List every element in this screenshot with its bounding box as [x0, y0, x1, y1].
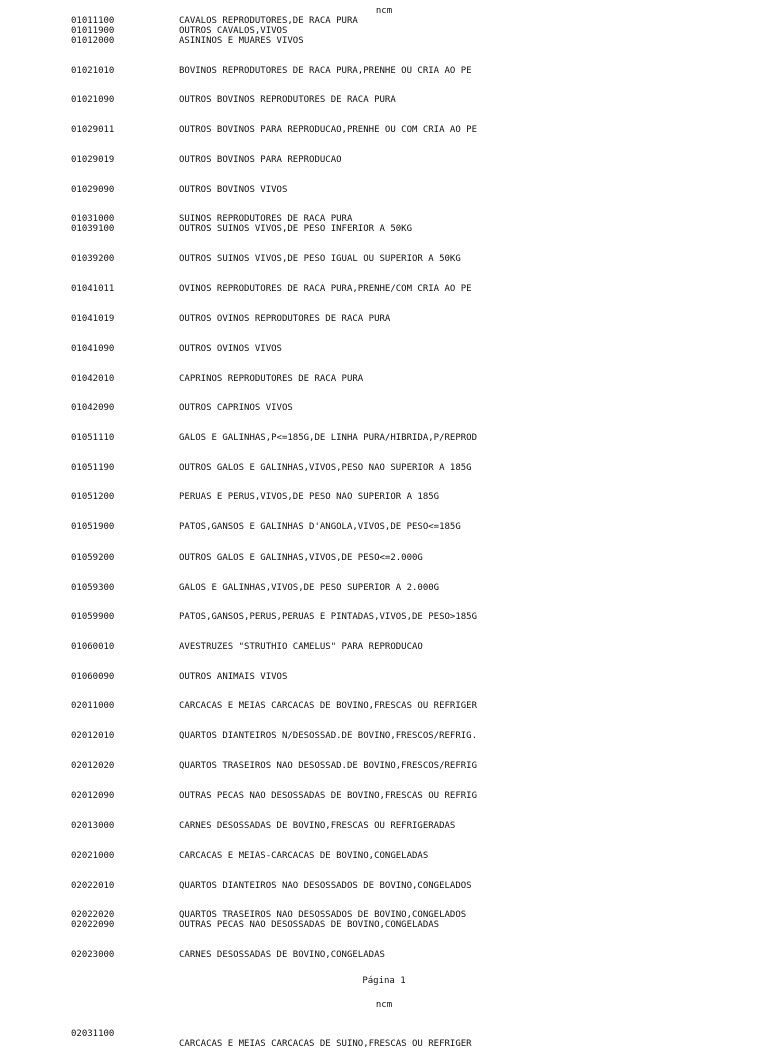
ncm-description: OUTROS ANIMAIS VIVOS: [179, 672, 288, 682]
ncm-description: CARCACAS E MEIAS-CARCACAS DE BOVINO,CONGELADAS: [179, 851, 429, 861]
ncm-description: OUTROS CAVALOS,VIVOS: [179, 26, 288, 36]
ncm-code: 01051900: [71, 522, 115, 532]
table-row: [0, 16, 768, 26]
table-row: [0, 463, 768, 473]
table-row: [0, 553, 768, 563]
table-row: [0, 910, 768, 920]
ncm-description: CAPRINOS REPRODUTORES DE RACA PURA: [179, 374, 364, 384]
ncm-description: OUTRAS PECAS NAO DESOSSADAS DE BOVINO,CONGELADAS: [179, 920, 440, 930]
table-row: [0, 433, 768, 443]
table-row: [0, 403, 768, 413]
ncm-code: 01021090: [71, 95, 115, 105]
ncm-code: 01060090: [71, 672, 115, 682]
table-row: [0, 185, 768, 195]
ncm-description: CARCACAS E MEIAS CARCACAS DE SUINO,FRESCAS OU REFRIGER: [179, 1039, 472, 1049]
ncm-code: 01031000: [71, 214, 115, 224]
ncm-description: SUINOS REPRODUTORES DE RACA PURA: [179, 214, 353, 224]
ncm-description: PATOS,GANSOS,PERUS,PERUAS E PINTADAS,VIVOS,DE PESO>185G: [179, 612, 478, 622]
ncm-description: BOVINOS REPRODUTORES DE RACA PURA,PRENHE OU CRIA AO PE: [179, 66, 472, 76]
ncm-description: OUTROS OVINOS VIVOS: [179, 344, 282, 354]
ncm-description: OUTROS OVINOS REPRODUTORES DE RACA PURA: [179, 314, 391, 324]
table-row: [0, 125, 768, 135]
ncm-code: 02012090: [71, 791, 115, 801]
ncm-code: 01060010: [71, 642, 115, 652]
ncm-code: 01029011: [71, 125, 115, 135]
ncm-description: CAVALOS REPRODUTORES,DE RACA PURA: [179, 16, 358, 26]
ncm-code: 01041019: [71, 314, 115, 324]
ncm-description: OUTROS CAPRINOS VIVOS: [179, 403, 293, 413]
page-header: ncm: [375, 6, 393, 16]
ncm-description: OUTROS SUINOS VIVOS,DE PESO IGUAL OU SUPERIOR A 50KG: [179, 254, 461, 264]
table-row: [0, 522, 768, 532]
ncm-code: 01059900: [71, 612, 115, 622]
ncm-description: QUARTOS TRASEIROS NAO DESOSSADOS DE BOVINO,CONGELADOS: [179, 910, 467, 920]
table-row: [0, 821, 768, 831]
ncm-code: 02022020: [71, 910, 115, 920]
ncm-code: 02011000: [71, 701, 115, 711]
ncm-code: 01042010: [71, 374, 115, 384]
ncm-description: CARNES DESOSSADAS DE BOVINO,CONGELADAS: [179, 950, 385, 960]
table-row: [0, 284, 768, 294]
table-row: [0, 950, 768, 960]
ncm-description: OUTROS BOVINOS REPRODUTORES DE RACA PURA: [179, 95, 396, 105]
table-row: [0, 254, 768, 264]
ncm-description: QUARTOS DIANTEIROS NAO DESOSSADOS DE BOVINO,CONGELADOS: [179, 881, 472, 891]
next-page-header: ncm: [375, 1000, 393, 1010]
ncm-code: 01029090: [71, 185, 115, 195]
ncm-description: OUTROS GALOS E GALINHAS,VIVOS,PESO NAO SUPERIOR A 185G: [179, 463, 472, 473]
ncm-description: CARCACAS E MEIAS CARCACAS DE BOVINO,FRESCAS OU REFRIGER: [179, 701, 478, 711]
next-page-row: [0, 1019, 768, 1049]
ncm-code: 01041090: [71, 344, 115, 354]
ncm-code: 01011100: [71, 16, 115, 26]
ncm-code: 01059300: [71, 583, 115, 593]
ncm-description: QUARTOS DIANTEIROS N/DESOSSAD.DE BOVINO,FRESCOS/REFRIG.: [179, 731, 478, 741]
table-row: [0, 672, 768, 682]
table-row: [0, 612, 768, 622]
ncm-description: CARNES DESOSSADAS DE BOVINO,FRESCAS OU REFRIGERADAS: [179, 821, 456, 831]
ncm-code: 02023000: [71, 950, 115, 960]
ncm-description: OUTRAS PECAS NAO DESOSSADAS DE BOVINO,FRESCAS OU REFRIG: [179, 791, 478, 801]
ncm-code: 01051200: [71, 492, 115, 502]
table-row: [0, 851, 768, 861]
ncm-description: ASININOS E MUARES VIVOS: [179, 36, 304, 46]
ncm-code: 02021000: [71, 851, 115, 861]
ncm-code: 01041011: [71, 284, 115, 294]
ncm-code: 02022010: [71, 881, 115, 891]
ncm-code: 02012020: [71, 761, 115, 771]
table-row: [0, 155, 768, 165]
table-row: [0, 583, 768, 593]
table-row: [0, 492, 768, 502]
ncm-code: 01012000: [71, 36, 115, 46]
table-row: [0, 791, 768, 801]
table-row: [0, 224, 768, 234]
ncm-description: QUARTOS TRASEIROS NAO DESOSSAD.DE BOVINO,FRESCOS/REFRIG: [179, 761, 478, 771]
ncm-code: 01051110: [71, 433, 115, 443]
ncm-code: 01029019: [71, 155, 115, 165]
table-row: [0, 26, 768, 36]
ncm-code: 01051190: [71, 463, 115, 473]
table-row: [0, 731, 768, 741]
table-row: [0, 344, 768, 354]
table-row: [0, 642, 768, 652]
ncm-code: 02022090: [71, 920, 115, 930]
table-row: [0, 314, 768, 324]
ncm-description: PATOS,GANSOS E GALINHAS D'ANGOLA,VIVOS,DE PESO<=185G: [179, 522, 461, 532]
ncm-code: 02031100: [71, 1029, 115, 1039]
ncm-code: 02012010: [71, 731, 115, 741]
table-row: [0, 95, 768, 105]
table-row: [0, 214, 768, 224]
table-row: [0, 920, 768, 930]
table-row: [0, 36, 768, 46]
table-row: [0, 374, 768, 384]
table-row: [0, 701, 768, 711]
ncm-description: OVINOS REPRODUTORES DE RACA PURA,PRENHE/COM CRIA AO PE: [179, 284, 472, 294]
ncm-code: 01039200: [71, 254, 115, 264]
ncm-description: OUTROS GALOS E GALINHAS,VIVOS,DE PESO<=2.000G: [179, 553, 423, 563]
table-row: [0, 66, 768, 76]
ncm-code: 01039100: [71, 224, 115, 234]
table-row: [0, 761, 768, 771]
ncm-code: 01042090: [71, 403, 115, 413]
ncm-code: 01021010: [71, 66, 115, 76]
ncm-description: PERUAS E PERUS,VIVOS,DE PESO NAO SUPERIOR A 185G: [179, 492, 440, 502]
ncm-description: OUTROS SUINOS VIVOS,DE PESO INFERIOR A 50KG: [179, 224, 412, 234]
ncm-description: OUTROS BOVINOS VIVOS: [179, 185, 288, 195]
ncm-code: 01011900: [71, 26, 115, 36]
ncm-description: OUTROS BOVINOS PARA REPRODUCAO,PRENHE OU COM CRIA AO PE: [179, 125, 478, 135]
ncm-description: AVESTRUZES "STRUTHIO CAMELUS" PARA REPRODUCAO: [179, 642, 423, 652]
ncm-code: 01059200: [71, 553, 115, 563]
page-footer: Página 1: [362, 976, 406, 986]
ncm-code: 02013000: [71, 821, 115, 831]
ncm-description: OUTROS BOVINOS PARA REPRODUCAO: [179, 155, 342, 165]
ncm-description: GALOS E GALINHAS,P<=185G,DE LINHA PURA/HIBRIDA,P/REPROD: [179, 433, 478, 443]
table-row: [0, 881, 768, 891]
ncm-description: GALOS E GALINHAS,VIVOS,DE PESO SUPERIOR A 2.000G: [179, 583, 440, 593]
